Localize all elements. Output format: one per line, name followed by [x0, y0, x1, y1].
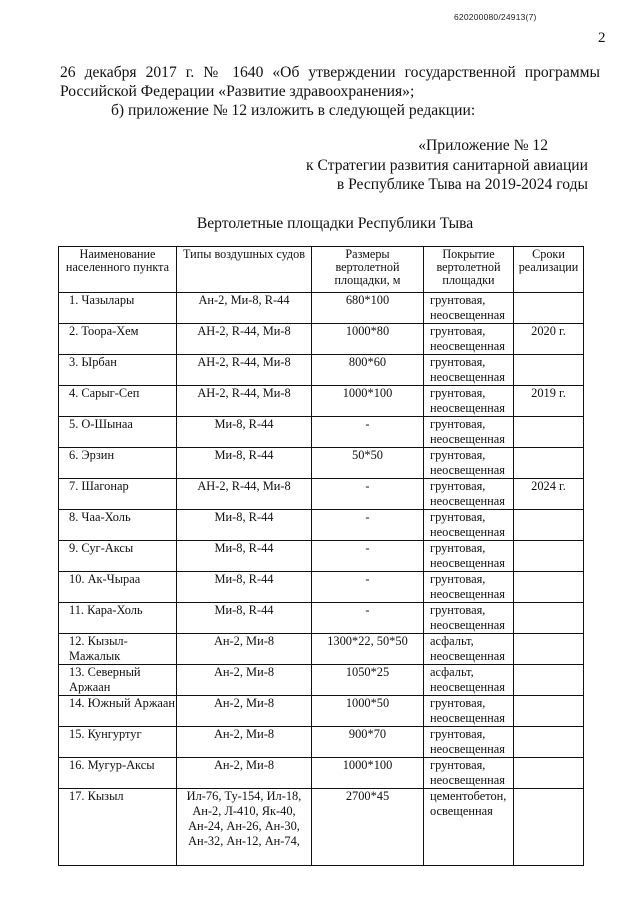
cell-period	[514, 603, 584, 634]
table-row	[59, 293, 584, 324]
cell-aircraft-types: Ми-8, R-44	[177, 603, 312, 634]
cell-period	[514, 448, 584, 479]
cell-settlement: 17. Кызыл	[59, 789, 177, 866]
cell-settlement: 2. Тоора-Хем	[59, 324, 177, 355]
cell-period: 2019 г.	[514, 386, 584, 417]
cell-aircraft-types: Ан-2, Ми-8	[177, 665, 312, 696]
cell-settlement: 5. О-Шынаа	[59, 417, 177, 448]
cell-aircraft-types: Ил-76, Ту-154, Ил-18, Ан-2, Л-410, Як-40, Ан-24, Ан-26, Ан-30, Ан-32, Ан-12, Ан-74,	[177, 789, 312, 866]
table-title: Вертолетные площадки Республики Тыва	[196, 215, 474, 232]
cell-settlement: 8. Чаа-Холь	[59, 510, 177, 541]
header-helipad-size: Размеры вертолетной площадки, м	[312, 247, 424, 293]
cell-surface: цементобетон, освещенная	[424, 789, 514, 866]
cell-aircraft-types: Ан-2, Ми-8, R-44	[177, 293, 312, 324]
cell-surface: грунтовая, неосвещенная	[424, 417, 514, 448]
cell-aircraft-types: Ан-2, Ми-8	[177, 634, 312, 665]
header-aircraft-types: Типы воздушных судов	[177, 247, 312, 293]
table-row	[59, 448, 584, 479]
header-surface: Покрытие вертолетной площадки	[424, 247, 514, 293]
helipads-table	[58, 246, 584, 866]
cell-surface: грунтовая, неосвещенная	[424, 479, 514, 510]
cell-helipad-size: 50*50	[312, 448, 424, 479]
body-paragraph-1: 26 декабря 2017 г. № 1640 «Об утверждении государственной программы Российской Федерации «Развитие здравоохранения»;	[60, 64, 600, 100]
table-row	[59, 665, 584, 696]
cell-helipad-size: 1300*22, 50*50	[312, 634, 424, 665]
table-row	[59, 386, 584, 417]
cell-settlement: 12. Кызыл-Мажалык	[59, 634, 177, 665]
cell-aircraft-types: Ми-8, R-44	[177, 417, 312, 448]
cell-aircraft-types: АН-2, R-44, Ми-8	[177, 355, 312, 386]
cell-surface: грунтовая, неосвещенная	[424, 293, 514, 324]
table-row	[59, 572, 584, 603]
body-paragraph-2: б) приложение № 12 изложить в следующей редакции:	[111, 102, 476, 119]
cell-settlement: 10. Ак-Чыраа	[59, 572, 177, 603]
cell-surface: грунтовая, неосвещенная	[424, 541, 514, 572]
appendix-line-1: «Приложение № 12	[418, 137, 548, 154]
cell-settlement: 7. Шагонар	[59, 479, 177, 510]
cell-period	[514, 727, 584, 758]
header-period: Сроки реализации	[514, 247, 584, 293]
cell-surface: грунтовая, неосвещенная	[424, 758, 514, 789]
cell-surface: асфальт, неосвещенная	[424, 634, 514, 665]
appendix-header	[306, 136, 588, 195]
table-row	[59, 634, 584, 665]
cell-aircraft-types: Ан-2, Ми-8	[177, 727, 312, 758]
cell-settlement: 14. Южный Аржаан	[59, 696, 177, 727]
cell-surface: грунтовая, неосвещенная	[424, 355, 514, 386]
table-row	[59, 324, 584, 355]
cell-period: 2020 г.	[514, 324, 584, 355]
cell-helipad-size: -	[312, 572, 424, 603]
cell-helipad-size: -	[312, 541, 424, 572]
cell-period	[514, 293, 584, 324]
cell-helipad-size: 2700*45	[312, 789, 424, 866]
cell-period	[514, 758, 584, 789]
cell-surface: грунтовая, неосвещенная	[424, 386, 514, 417]
cell-helipad-size: 1000*80	[312, 324, 424, 355]
cell-settlement: 11. Кара-Холь	[59, 603, 177, 634]
cell-settlement: 3. Ырбан	[59, 355, 177, 386]
cell-helipad-size: -	[312, 479, 424, 510]
cell-helipad-size: 680*100	[312, 293, 424, 324]
cell-period	[514, 789, 584, 866]
table-header-row	[59, 247, 584, 293]
cell-aircraft-types: Ан-2, Ми-8	[177, 758, 312, 789]
cell-surface: асфальт, неосвещенная	[424, 665, 514, 696]
appendix-line-2: к Стратегии развития санитарной авиации	[306, 156, 588, 174]
cell-aircraft-types: Ми-8, R-44	[177, 541, 312, 572]
cell-surface: грунтовая, неосвещенная	[424, 448, 514, 479]
table-row	[59, 789, 584, 866]
cell-surface: грунтовая, неосвещенная	[424, 696, 514, 727]
cell-period	[514, 572, 584, 603]
cell-settlement: 15. Кунгуртуг	[59, 727, 177, 758]
cell-settlement: 9. Суг-Аксы	[59, 541, 177, 572]
cell-aircraft-types: АН-2, R-44, Ми-8	[177, 479, 312, 510]
cell-aircraft-types: АН-2, R-44, Ми-8	[177, 386, 312, 417]
cell-aircraft-types: Ми-8, R-44	[177, 448, 312, 479]
cell-helipad-size: 1050*25	[312, 665, 424, 696]
table-row	[59, 355, 584, 386]
cell-helipad-size: 1000*100	[312, 758, 424, 789]
cell-period	[514, 355, 584, 386]
document-id: 620200080/24913(7)	[454, 12, 537, 22]
cell-helipad-size: 800*60	[312, 355, 424, 386]
page-number: 2	[598, 30, 606, 46]
cell-settlement: 13. Северный Аржаан	[59, 665, 177, 696]
appendix-line-3: в Республике Тыва на 2019-2024 годы	[336, 176, 588, 193]
cell-aircraft-types: АН-2, R-44, Ми-8	[177, 324, 312, 355]
cell-surface: грунтовая, неосвещенная	[424, 603, 514, 634]
cell-period	[514, 696, 584, 727]
cell-period	[514, 510, 584, 541]
table-row	[59, 727, 584, 758]
cell-aircraft-types: Ми-8, R-44	[177, 572, 312, 603]
table-row	[59, 479, 584, 510]
cell-settlement: 6. Эрзин	[59, 448, 177, 479]
cell-helipad-size: 1000*50	[312, 696, 424, 727]
table-row	[59, 696, 584, 727]
header-settlement: Наименование населенного пункта	[59, 247, 177, 293]
cell-settlement: 16. Мугур-Аксы	[59, 758, 177, 789]
cell-period	[514, 665, 584, 696]
cell-period	[514, 634, 584, 665]
cell-aircraft-types: Ми-8, R-44	[177, 510, 312, 541]
cell-aircraft-types: Ан-2, Ми-8	[177, 696, 312, 727]
cell-surface: грунтовая, неосвещенная	[424, 510, 514, 541]
table-row	[59, 417, 584, 448]
cell-helipad-size: -	[312, 417, 424, 448]
cell-helipad-size: -	[312, 603, 424, 634]
table-row	[59, 758, 584, 789]
table-row	[59, 541, 584, 572]
table-row	[59, 510, 584, 541]
cell-settlement: 1. Чазылары	[59, 293, 177, 324]
cell-surface: грунтовая, неосвещенная	[424, 324, 514, 355]
cell-period	[514, 541, 584, 572]
cell-period: 2024 г.	[514, 479, 584, 510]
cell-helipad-size: 1000*100	[312, 386, 424, 417]
cell-settlement: 4. Сарыг-Сеп	[59, 386, 177, 417]
cell-helipad-size: -	[312, 510, 424, 541]
cell-surface: грунтовая, неосвещенная	[424, 727, 514, 758]
cell-helipad-size: 900*70	[312, 727, 424, 758]
cell-period	[514, 417, 584, 448]
table-row	[59, 603, 584, 634]
cell-surface: грунтовая, неосвещенная	[424, 572, 514, 603]
